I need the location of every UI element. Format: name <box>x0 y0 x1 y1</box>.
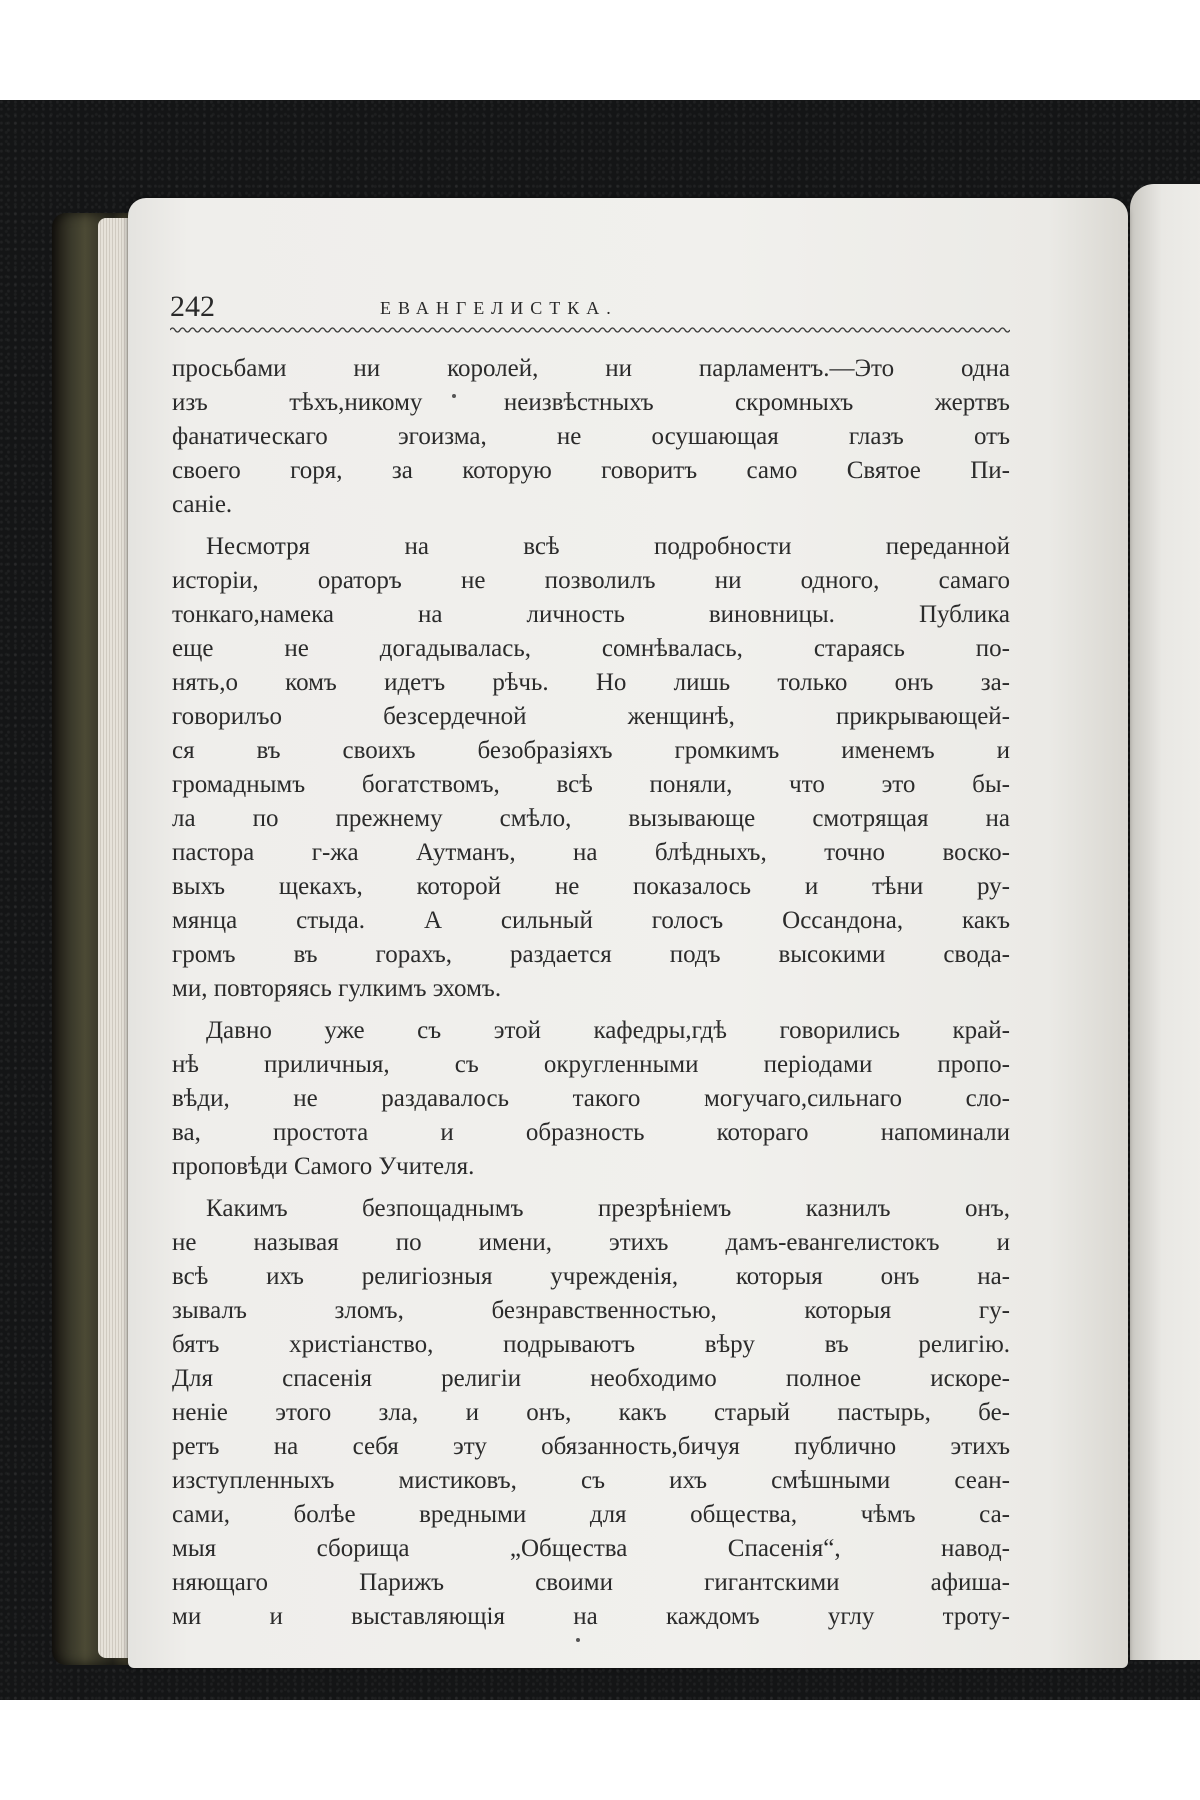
text-line: зывалъ зломъ, безнравственностью, которыя гу- <box>172 1297 1010 1324</box>
text-line: ми, повторяясь гулкимъ эхомъ. <box>172 975 502 1002</box>
text-line: нѣ приличныя, съ округленными періодами пропо- <box>172 1051 1010 1078</box>
ink-speck <box>576 1638 580 1642</box>
wavy-rule <box>170 324 1010 336</box>
body-text <box>172 352 1010 1634</box>
text-line: тонкаго,намека на личность виновницы. Публика <box>172 601 1010 628</box>
text-line: бятъ христіанство, подрываютъ вѣру въ религію. <box>172 1331 1010 1358</box>
text-line: говорилъо безсердечной женщинѣ, прикрывающей- <box>172 703 1010 730</box>
text-line: фанатическаго эгоизма, не осушающая глазъ отъ <box>172 423 1010 450</box>
paragraph <box>172 1192 1010 1634</box>
text-line: ретъ на себя эту обязанность,бичуя публично этихъ <box>172 1433 1010 1460</box>
text-line: ва, простота и образность котораго напоминали <box>172 1119 1010 1146</box>
text-line: выхъ щекахъ, которой не показалось и тѣни ру- <box>172 873 1010 900</box>
text-line: Для спасенія религіи необходимо полное искоре- <box>172 1365 1010 1392</box>
text-line: нять,о комъ идетъ рѣчь. Но лишь только онъ за- <box>172 669 1010 696</box>
paragraph <box>172 1014 1010 1184</box>
text-line: не называя по имени, этихъ дамъ-евангелистокъ и <box>172 1229 1010 1256</box>
text-line: ла по прежнему смѣло, вызывающе смотрящая на <box>172 805 1010 832</box>
text-line: неніе этого зла, и онъ, какъ старый пастырь, бе- <box>172 1399 1010 1426</box>
text-line: няющаго Парижъ своими гигантскими афиша- <box>172 1569 1010 1596</box>
paragraph <box>172 530 1010 1006</box>
text-line: просьбами ни королей, ни парламентъ.—Это одна <box>172 355 1010 382</box>
page-header <box>170 290 1010 330</box>
facing-page-edge <box>1130 184 1200 1660</box>
text-line: ся въ своихъ безобразіяхъ громкимъ именемъ и <box>172 737 1010 764</box>
text-line: громаднымъ богатствомъ, всѣ поняли, что это бы- <box>172 771 1010 798</box>
text-line: исторіи, ораторъ не позволилъ ни одного, самаго <box>172 567 1010 594</box>
text-line: Несмотря на всѣ подробности переданной <box>206 533 1010 560</box>
text-line: сами, болѣе вредными для общества, чѣмъ са- <box>172 1501 1010 1528</box>
page-number: 242 <box>170 290 215 323</box>
text-line: пастора г-жа Аутманъ, на блѣдныхъ, точно воско- <box>172 839 1010 866</box>
text-line: изступленныхъ мистиковъ, съ ихъ смѣшными сеан- <box>172 1467 1010 1494</box>
text-line: саніе. <box>172 491 233 518</box>
paragraph <box>172 352 1010 522</box>
text-line: всѣ ихъ религіозныя учрежденія, которыя онъ на- <box>172 1263 1010 1290</box>
photo-background <box>0 100 1200 1700</box>
text-line: ми и выставляющія на каждомъ углу троту- <box>172 1603 1010 1630</box>
text-line: Давно уже съ этой кафедры,гдѣ говорились край- <box>206 1017 1010 1044</box>
text-line: изъ тѣхъ,никому неизвѣстныхъ скромныхъ жертвъ <box>172 389 1010 416</box>
text-line: Какимъ безпощаднымъ презрѣніемъ казнилъ онъ, <box>206 1195 1010 1222</box>
text-line: мянца стыда. А сильный голосъ Оссандона, какъ <box>172 907 1010 934</box>
text-line: мыя сборища „Общества Спасенія“, навод- <box>172 1535 1010 1562</box>
running-title: ЕВАНГЕЛИСТКА. <box>380 298 618 318</box>
text-line: вѣди, не раздавалось такого могучаго,сильнаго сло- <box>172 1085 1010 1112</box>
text-line: проповѣди Самого Учителя. <box>172 1153 475 1180</box>
text-line: своего горя, за которую говоритъ само Святое Пи- <box>172 457 1010 484</box>
text-line: громъ въ горахъ, раздается подъ высокими свода- <box>172 941 1010 968</box>
text-line: еще не догадывалась, сомнѣвалась, стараясь по- <box>172 635 1010 662</box>
